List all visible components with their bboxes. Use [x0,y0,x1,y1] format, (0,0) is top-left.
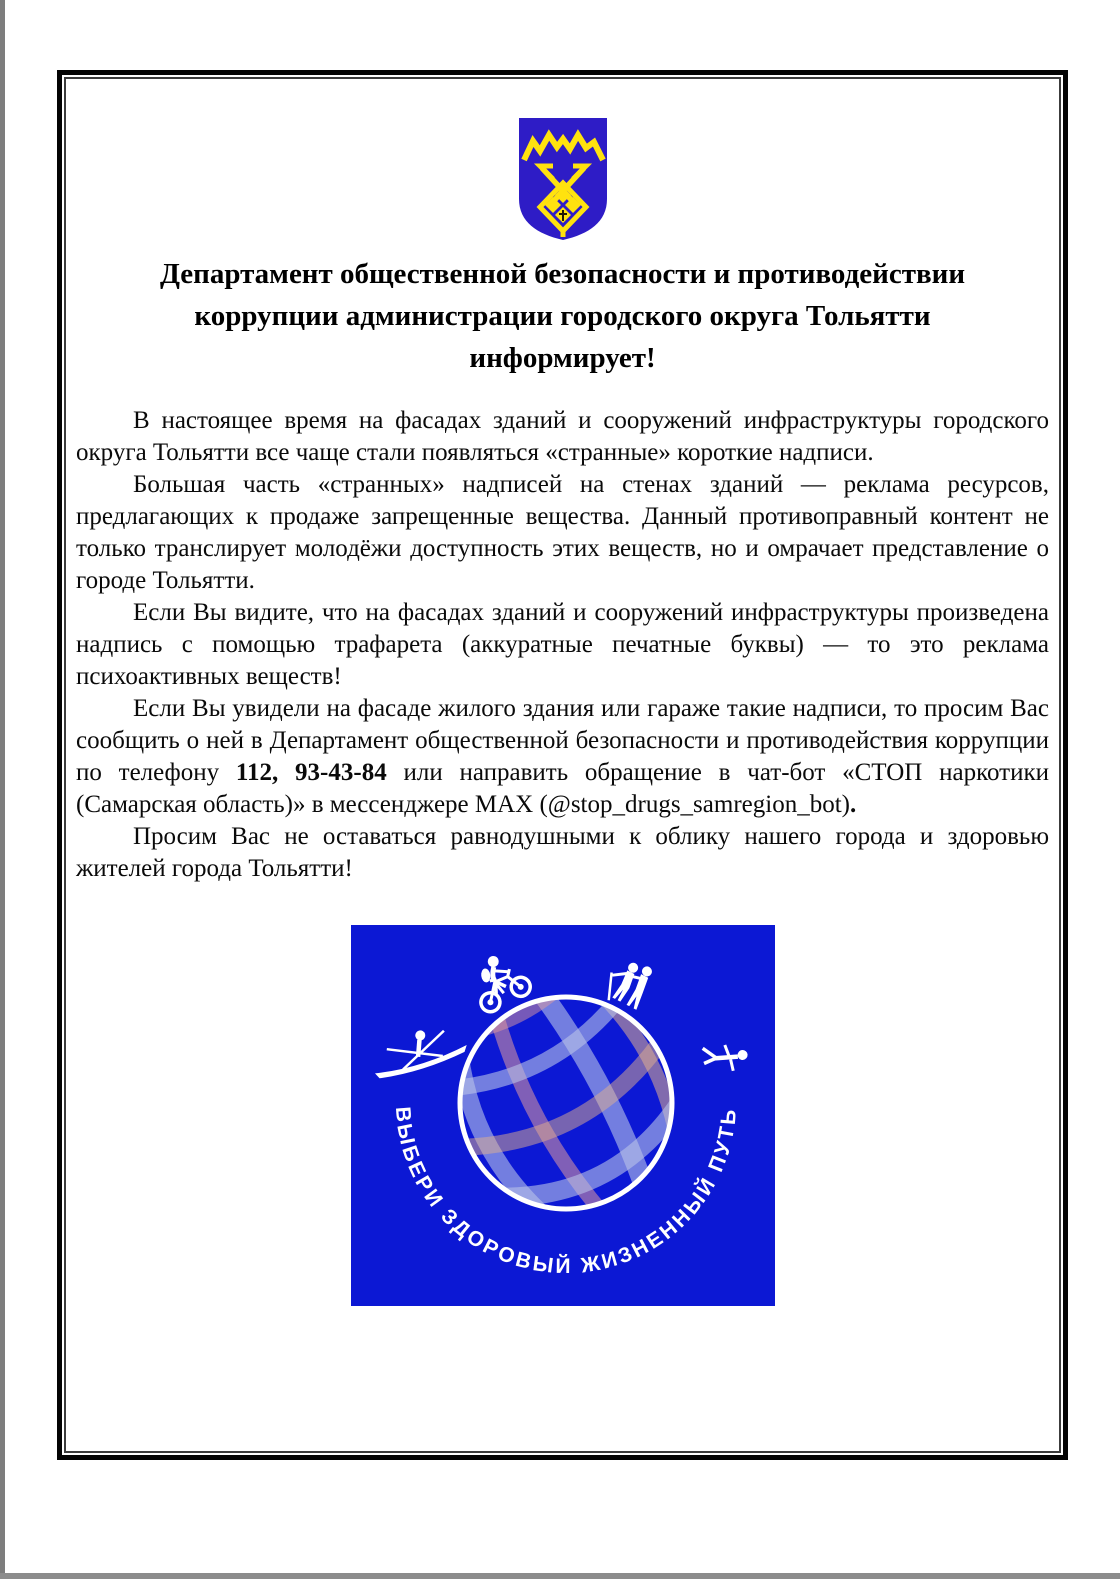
report-text-before-phone: Если Вы увидели на фасаде жилого здания или гараже такие надписи, то просим Вас сообщить о ней в Департамент общественной безопасности и противодействия коррупции по телефону [76,695,1049,786]
healthy-life-logo [351,925,775,1306]
logo-slogan: ВЫБЕРИ ЗДОРОВЫЙ ЖИЗНЕННЫЙ ПУТЬ [390,1105,741,1279]
tolyatti-coat-of-arms [516,115,610,243]
paragraph-intro: В настоящее время на фасадах зданий и сооружений инфраструктуры городского округа Тольятти все чаще стали появляться «странные» короткие надписи. [76,407,1049,466]
document-body [76,405,1049,885]
paragraph-stencil-warning: Если Вы видите, что на фасадах зданий и сооружений инфраструктуры произведена надпись с помощью трафарета (аккуратные печатные буквы) — то это реклама психоактивных веществ! [76,599,1049,690]
report-text-after-phone: или направить обращение в чат-бот «СТОП наркотики (Самарская область)» в мессенджере MAX (@stop_drugs_samregion_bot) [76,759,1049,818]
title-line-1: Департамент общественной безопасности и противодействии [159,258,966,290]
paragraph-report-instructions [76,693,1049,821]
paragraph-appeal: Просим Вас не оставаться равнодушными к облику нашего города и здоровью жителей города Тольятти! [76,823,1049,882]
document-title [72,253,1053,379]
scan-edge-bottom [0,1573,1120,1579]
title-line-3: информирует! [469,342,656,374]
report-text-end: . [849,791,857,818]
coat-of-arms-graphic [516,115,610,243]
document-frame [57,70,1068,1460]
title-line-2: коррупции администрации городского округа Тольятти [194,300,931,332]
phone-numbers: 112, 93-43-84 [235,759,387,786]
paragraph-explanation: Большая часть «странных» надписей на стенах зданий — реклама ресурсов, предлагающих к продаже запрещенные вещества. Данный противоправный контент не только транслирует молодёжи доступность этих веществ, но и омрачает представление о городе Тольятти. [76,471,1049,594]
healthy-life-logo-graphic [351,925,775,1306]
scan-edge-left [0,0,5,1579]
document-frame-inner [64,77,1061,1453]
